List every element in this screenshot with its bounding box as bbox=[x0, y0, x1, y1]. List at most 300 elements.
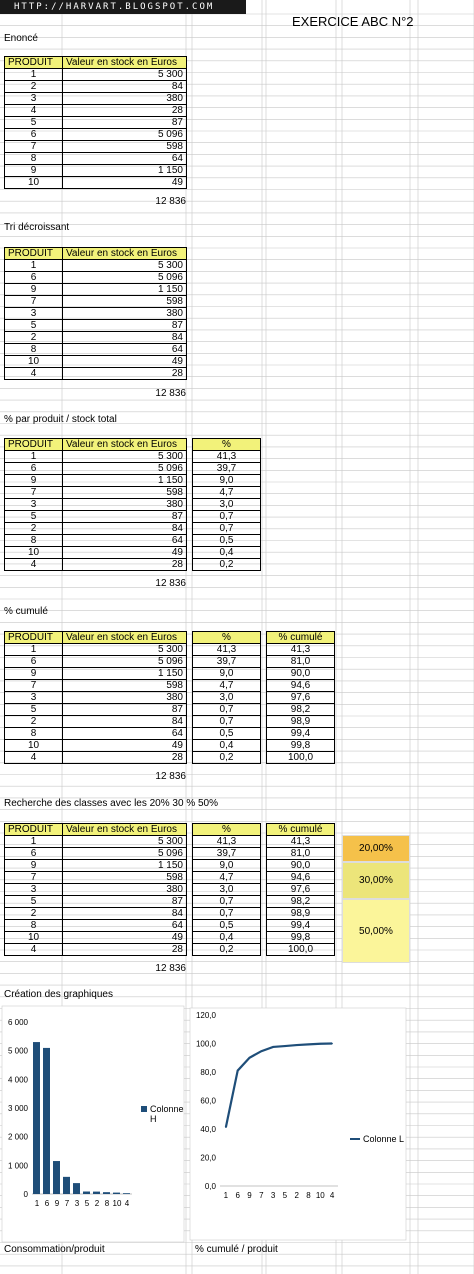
bar bbox=[33, 1042, 40, 1194]
valeur-cell: 28 bbox=[63, 944, 187, 956]
valeur-cell: 380 bbox=[63, 93, 187, 105]
table-row bbox=[5, 944, 187, 956]
pct-cell: 9,0 bbox=[193, 475, 261, 487]
line-point bbox=[237, 1070, 239, 1072]
line-legend-label: Colonne L bbox=[363, 1134, 405, 1144]
valeur-cell: 380 bbox=[63, 308, 187, 320]
produit-cell: 5 bbox=[5, 896, 63, 908]
valeur-cell: 1 150 bbox=[63, 165, 187, 177]
valeur-cell: 64 bbox=[63, 728, 187, 740]
table-row bbox=[5, 165, 187, 177]
produit-cell: 9 bbox=[5, 284, 63, 296]
cumule-cell: 41,3 bbox=[267, 644, 335, 656]
pct-cell: 9,0 bbox=[193, 668, 261, 680]
table-row bbox=[5, 356, 187, 368]
table-row bbox=[5, 117, 187, 129]
pct-cell: 3,0 bbox=[193, 499, 261, 511]
section-classes-label: Recherche des classes avec les 20% 30 % 50% bbox=[4, 798, 219, 809]
class-b-cell bbox=[342, 862, 410, 899]
class-a-cell bbox=[342, 835, 410, 862]
table-row bbox=[5, 535, 187, 547]
table-row bbox=[267, 908, 335, 920]
table-row bbox=[193, 884, 261, 896]
pct-cell: 41,3 bbox=[193, 836, 261, 848]
section-pct-label: % par produit / stock total bbox=[4, 414, 117, 425]
pct-cell: 41,3 bbox=[193, 451, 261, 463]
line-x-tick: 2 bbox=[294, 1191, 299, 1200]
cum-table bbox=[4, 631, 187, 764]
cumule-cell: 41,3 bbox=[267, 836, 335, 848]
valeur-cell: 380 bbox=[63, 884, 187, 896]
produit-cell: 8 bbox=[5, 920, 63, 932]
produit-cell: 4 bbox=[5, 105, 63, 117]
cum-cumule-column bbox=[266, 631, 335, 764]
bar-y-tick: 0 bbox=[23, 1190, 28, 1199]
table-row bbox=[193, 451, 261, 463]
table-row bbox=[193, 511, 261, 523]
table-row bbox=[267, 752, 335, 764]
line-x-tick: 4 bbox=[329, 1191, 335, 1200]
produit-cell: 8 bbox=[5, 344, 63, 356]
valeur-cell: 84 bbox=[63, 332, 187, 344]
valeur-cell: 1 150 bbox=[63, 284, 187, 296]
table-row bbox=[5, 668, 187, 680]
table-row bbox=[5, 296, 187, 308]
pct-cell: 4,7 bbox=[193, 872, 261, 884]
col-valeur: Valeur en stock en Euros bbox=[63, 248, 187, 260]
pct-cell: 0,7 bbox=[193, 896, 261, 908]
line-y-tick: 40,0 bbox=[200, 1125, 216, 1134]
col-produit: PRODUIT bbox=[5, 824, 63, 836]
produit-cell: 7 bbox=[5, 487, 63, 499]
valeur-cell: 84 bbox=[63, 716, 187, 728]
valeur-cell: 49 bbox=[63, 547, 187, 559]
produit-cell: 6 bbox=[5, 463, 63, 475]
table-row bbox=[267, 680, 335, 692]
table-row bbox=[193, 860, 261, 872]
valeur-cell: 28 bbox=[63, 368, 187, 380]
produit-cell: 1 bbox=[5, 69, 63, 81]
bar-y-tick: 1 000 bbox=[7, 1161, 28, 1171]
produit-cell: 6 bbox=[5, 272, 63, 284]
valeur-cell: 1 150 bbox=[63, 475, 187, 487]
table-row bbox=[193, 523, 261, 535]
table-row bbox=[5, 260, 187, 272]
tri-total: 12 836 bbox=[155, 388, 186, 399]
produit-cell: 8 bbox=[5, 153, 63, 165]
table-row bbox=[267, 728, 335, 740]
table-row bbox=[193, 920, 261, 932]
pct-cell: 0,5 bbox=[193, 728, 261, 740]
table-row bbox=[5, 656, 187, 668]
valeur-cell: 28 bbox=[63, 752, 187, 764]
table-row bbox=[5, 153, 187, 165]
cumule-cell: 100,0 bbox=[267, 752, 335, 764]
pct-total: 12 836 bbox=[155, 578, 186, 589]
produit-cell: 10 bbox=[5, 547, 63, 559]
table-row bbox=[193, 932, 261, 944]
valeur-cell: 380 bbox=[63, 692, 187, 704]
bar-x-tick: 3 bbox=[74, 1199, 80, 1208]
valeur-cell: 380 bbox=[63, 499, 187, 511]
bar-y-tick: 3 000 bbox=[7, 1104, 28, 1113]
valeur-cell: 5 300 bbox=[63, 69, 187, 81]
chart-caption-consommation: Consommation/produit bbox=[4, 1244, 105, 1255]
classes-table bbox=[4, 823, 187, 956]
pct-cell: 9,0 bbox=[193, 860, 261, 872]
table-row bbox=[5, 451, 187, 463]
cumule-cell: 81,0 bbox=[267, 656, 335, 668]
produit-cell: 4 bbox=[5, 944, 63, 956]
valeur-cell: 5 096 bbox=[63, 463, 187, 475]
col-produit: PRODUIT bbox=[5, 57, 63, 69]
valeur-cell: 84 bbox=[63, 523, 187, 535]
table-row bbox=[267, 932, 335, 944]
table-row bbox=[193, 463, 261, 475]
section-cum-label: % cumulé bbox=[4, 606, 48, 617]
line-x-tick: 8 bbox=[306, 1191, 311, 1200]
line-point bbox=[225, 1126, 227, 1128]
produit-cell: 7 bbox=[5, 680, 63, 692]
produit-cell: 3 bbox=[5, 499, 63, 511]
bar-y-tick: 2 000 bbox=[7, 1132, 28, 1142]
table-row bbox=[193, 499, 261, 511]
valeur-cell: 64 bbox=[63, 920, 187, 932]
valeur-cell: 87 bbox=[63, 320, 187, 332]
produit-cell: 10 bbox=[5, 177, 63, 189]
bar-x-tick: 9 bbox=[54, 1199, 60, 1208]
table-row bbox=[5, 368, 187, 380]
table-row bbox=[193, 547, 261, 559]
pct-cell: 0,7 bbox=[193, 511, 261, 523]
table-row bbox=[5, 752, 187, 764]
class-b-label: 30,00% bbox=[359, 875, 393, 886]
col-cum: % cumulé bbox=[267, 824, 335, 836]
class-c-label: 50,00% bbox=[359, 925, 393, 937]
bar-x-tick: 10 bbox=[112, 1199, 122, 1208]
valeur-cell: 28 bbox=[63, 559, 187, 571]
valeur-cell: 84 bbox=[63, 908, 187, 920]
table-row bbox=[5, 884, 187, 896]
table-row bbox=[267, 872, 335, 884]
cum-total: 12 836 bbox=[155, 771, 186, 782]
produit-cell: 2 bbox=[5, 81, 63, 93]
valeur-cell: 64 bbox=[63, 153, 187, 165]
table-row bbox=[5, 308, 187, 320]
produit-cell: 4 bbox=[5, 368, 63, 380]
col-produit: PRODUIT bbox=[5, 439, 63, 451]
valeur-cell: 49 bbox=[63, 356, 187, 368]
pct-cell: 0,4 bbox=[193, 547, 261, 559]
line-point bbox=[308, 1044, 310, 1046]
line-point bbox=[284, 1045, 286, 1047]
table-row bbox=[267, 848, 335, 860]
table-row bbox=[193, 848, 261, 860]
classes-total: 12 836 bbox=[155, 963, 186, 974]
pct-table bbox=[4, 438, 187, 571]
table-row bbox=[5, 523, 187, 535]
bar-x-tick: 1 bbox=[34, 1199, 40, 1208]
exercise-title: EXERCICE ABC N°2 bbox=[292, 14, 414, 29]
bar bbox=[73, 1183, 80, 1194]
produit-cell: 9 bbox=[5, 165, 63, 177]
table-row bbox=[5, 908, 187, 920]
bar-y-tick: 6 000 bbox=[7, 1018, 28, 1027]
cumule-cell: 98,2 bbox=[267, 896, 335, 908]
table-row bbox=[5, 860, 187, 872]
table-row bbox=[5, 93, 187, 105]
table-row bbox=[267, 644, 335, 656]
pct-cell: 41,3 bbox=[193, 644, 261, 656]
line-legend-swatch bbox=[350, 1138, 360, 1140]
table-row bbox=[193, 704, 261, 716]
produit-cell: 2 bbox=[5, 523, 63, 535]
cumule-cell: 90,0 bbox=[267, 668, 335, 680]
line-point bbox=[261, 1050, 263, 1052]
pct-cell: 0,7 bbox=[193, 523, 261, 535]
line-x-tick: 9 bbox=[247, 1191, 252, 1200]
valeur-cell: 5 096 bbox=[63, 272, 187, 284]
table-row bbox=[193, 752, 261, 764]
table-row bbox=[193, 896, 261, 908]
bar-legend-swatch bbox=[141, 1106, 147, 1112]
produit-cell: 5 bbox=[5, 704, 63, 716]
table-row bbox=[5, 740, 187, 752]
cumule-cell: 97,6 bbox=[267, 884, 335, 896]
bar bbox=[53, 1161, 60, 1194]
table-row bbox=[5, 680, 187, 692]
table-row bbox=[267, 920, 335, 932]
pct-cell: 0,7 bbox=[193, 716, 261, 728]
cumule-cell: 90,0 bbox=[267, 860, 335, 872]
table-row bbox=[5, 644, 187, 656]
table-row bbox=[267, 692, 335, 704]
cumule-cell: 99,4 bbox=[267, 728, 335, 740]
table-row bbox=[193, 680, 261, 692]
valeur-cell: 1 150 bbox=[63, 668, 187, 680]
valeur-cell: 598 bbox=[63, 680, 187, 692]
valeur-cell: 5 300 bbox=[63, 260, 187, 272]
bar-y-tick: 5 000 bbox=[7, 1046, 28, 1056]
table-row bbox=[5, 272, 187, 284]
valeur-cell: 87 bbox=[63, 704, 187, 716]
bar bbox=[63, 1177, 70, 1194]
table-row bbox=[5, 499, 187, 511]
table-row bbox=[193, 656, 261, 668]
line-y-tick: 80,0 bbox=[200, 1068, 216, 1077]
produit-cell: 10 bbox=[5, 356, 63, 368]
col-produit: PRODUIT bbox=[5, 632, 63, 644]
produit-cell: 6 bbox=[5, 129, 63, 141]
classes-pct-column bbox=[192, 823, 261, 956]
valeur-cell: 598 bbox=[63, 487, 187, 499]
pct-cell: 3,0 bbox=[193, 692, 261, 704]
valeur-cell: 64 bbox=[63, 344, 187, 356]
line-point bbox=[296, 1044, 298, 1046]
enonce-table bbox=[4, 56, 187, 189]
produit-cell: 7 bbox=[5, 296, 63, 308]
produit-cell: 7 bbox=[5, 872, 63, 884]
blog-url-banner: HTTP://HARVART.BLOGSPOT.COM bbox=[0, 0, 246, 14]
table-row bbox=[5, 344, 187, 356]
line-legend bbox=[350, 1134, 404, 1144]
table-row bbox=[5, 728, 187, 740]
col-valeur: Valeur en stock en Euros bbox=[63, 439, 187, 451]
table-row bbox=[5, 836, 187, 848]
valeur-cell: 5 096 bbox=[63, 848, 187, 860]
bar-x-tick: 5 bbox=[84, 1199, 90, 1208]
table-row bbox=[5, 692, 187, 704]
pct-cell: 39,7 bbox=[193, 463, 261, 475]
section-graph-label: Création des graphiques bbox=[4, 989, 113, 1000]
produit-cell: 8 bbox=[5, 728, 63, 740]
table-row bbox=[5, 463, 187, 475]
bar-legend bbox=[141, 1104, 188, 1124]
sorted-table bbox=[4, 247, 187, 380]
table-row bbox=[267, 668, 335, 680]
line-y-tick: 20,0 bbox=[200, 1153, 216, 1163]
valeur-cell: 49 bbox=[63, 740, 187, 752]
line-x-tick: 3 bbox=[270, 1191, 276, 1200]
table-row bbox=[267, 836, 335, 848]
valeur-cell: 49 bbox=[63, 932, 187, 944]
valeur-cell: 598 bbox=[63, 872, 187, 884]
line-y-tick: 100,0 bbox=[195, 1039, 216, 1049]
table-row bbox=[193, 944, 261, 956]
class-a-label: 20,00% bbox=[359, 843, 393, 854]
valeur-cell: 87 bbox=[63, 896, 187, 908]
cumule-cell: 94,6 bbox=[267, 872, 335, 884]
cumule-cell: 97,6 bbox=[267, 692, 335, 704]
table-row bbox=[5, 896, 187, 908]
pct-cell: 0,7 bbox=[193, 704, 261, 716]
pct-cell: 3,0 bbox=[193, 884, 261, 896]
table-row bbox=[193, 728, 261, 740]
cumule-cell: 99,8 bbox=[267, 740, 335, 752]
table-row bbox=[5, 848, 187, 860]
produit-cell: 3 bbox=[5, 93, 63, 105]
section-enonce-label: Enoncé bbox=[4, 33, 38, 44]
table-row bbox=[5, 177, 187, 189]
table-row bbox=[5, 69, 187, 81]
pct-cell: 0,4 bbox=[193, 740, 261, 752]
pct-cell: 4,7 bbox=[193, 680, 261, 692]
bar-legend-label: Colonne H bbox=[150, 1104, 184, 1124]
valeur-cell: 598 bbox=[63, 296, 187, 308]
produit-cell: 9 bbox=[5, 860, 63, 872]
produit-cell: 4 bbox=[5, 752, 63, 764]
bar-chart bbox=[0, 1004, 186, 1244]
pct-cell: 0,2 bbox=[193, 752, 261, 764]
table-row bbox=[193, 559, 261, 571]
table-row bbox=[193, 872, 261, 884]
pct-column bbox=[192, 438, 261, 571]
table-row bbox=[193, 668, 261, 680]
bar-y-tick: 4 000 bbox=[7, 1075, 28, 1085]
line-y-tick: 0,0 bbox=[204, 1182, 216, 1191]
produit-cell: 3 bbox=[5, 308, 63, 320]
line-point bbox=[272, 1046, 274, 1048]
table-row bbox=[5, 129, 187, 141]
pct-cell: 0,5 bbox=[193, 535, 261, 547]
bar-x-tick: 2 bbox=[94, 1199, 100, 1208]
table-row bbox=[193, 716, 261, 728]
pct-cell: 0,5 bbox=[193, 920, 261, 932]
pct-cell: 39,7 bbox=[193, 656, 261, 668]
produit-cell: 5 bbox=[5, 117, 63, 129]
class-c-cell bbox=[342, 899, 410, 963]
valeur-cell: 28 bbox=[63, 105, 187, 117]
enonce-total: 12 836 bbox=[155, 196, 186, 207]
table-row bbox=[267, 860, 335, 872]
bar bbox=[103, 1192, 110, 1194]
table-row bbox=[193, 908, 261, 920]
col-pct: % bbox=[193, 824, 261, 836]
produit-cell: 1 bbox=[5, 260, 63, 272]
col-valeur: Valeur en stock en Euros bbox=[63, 57, 187, 69]
table-row bbox=[193, 836, 261, 848]
line-x-tick: 7 bbox=[259, 1191, 264, 1200]
table-row bbox=[193, 644, 261, 656]
table-row bbox=[193, 475, 261, 487]
table-row bbox=[267, 656, 335, 668]
valeur-cell: 5 096 bbox=[63, 656, 187, 668]
valeur-cell: 5 300 bbox=[63, 644, 187, 656]
table-row bbox=[193, 535, 261, 547]
table-row bbox=[193, 487, 261, 499]
table-row bbox=[5, 704, 187, 716]
table-row bbox=[267, 740, 335, 752]
valeur-cell: 1 150 bbox=[63, 860, 187, 872]
chart-caption-cumule: % cumulé / produit bbox=[195, 1244, 278, 1255]
cumule-cell: 94,6 bbox=[267, 680, 335, 692]
table-row bbox=[5, 475, 187, 487]
table-row bbox=[5, 920, 187, 932]
produit-cell: 2 bbox=[5, 908, 63, 920]
cumule-cell: 98,9 bbox=[267, 716, 335, 728]
table-row bbox=[5, 320, 187, 332]
bar bbox=[93, 1192, 100, 1194]
cumule-cell: 100,0 bbox=[267, 944, 335, 956]
table-row bbox=[5, 105, 187, 117]
cumule-cell: 99,8 bbox=[267, 932, 335, 944]
cumule-cell: 99,4 bbox=[267, 920, 335, 932]
table-row bbox=[193, 740, 261, 752]
produit-cell: 2 bbox=[5, 716, 63, 728]
cumule-cell: 98,2 bbox=[267, 704, 335, 716]
produit-cell: 10 bbox=[5, 740, 63, 752]
table-row bbox=[267, 716, 335, 728]
line-x-tick: 1 bbox=[223, 1191, 229, 1200]
table-row bbox=[5, 932, 187, 944]
bar bbox=[123, 1193, 130, 1194]
table-row bbox=[5, 487, 187, 499]
table-row bbox=[5, 284, 187, 296]
line-point bbox=[249, 1057, 251, 1059]
line-y-tick: 120,0 bbox=[195, 1011, 216, 1020]
produit-cell: 2 bbox=[5, 332, 63, 344]
produit-cell: 1 bbox=[5, 836, 63, 848]
produit-cell: 7 bbox=[5, 141, 63, 153]
valeur-cell: 49 bbox=[63, 177, 187, 189]
line-x-tick: 5 bbox=[282, 1191, 288, 1200]
pct-cell: 39,7 bbox=[193, 848, 261, 860]
line-y-tick: 60,0 bbox=[200, 1096, 216, 1106]
valeur-cell: 87 bbox=[63, 117, 187, 129]
bar-x-tick: 4 bbox=[124, 1199, 130, 1208]
table-row bbox=[5, 141, 187, 153]
produit-cell: 6 bbox=[5, 656, 63, 668]
